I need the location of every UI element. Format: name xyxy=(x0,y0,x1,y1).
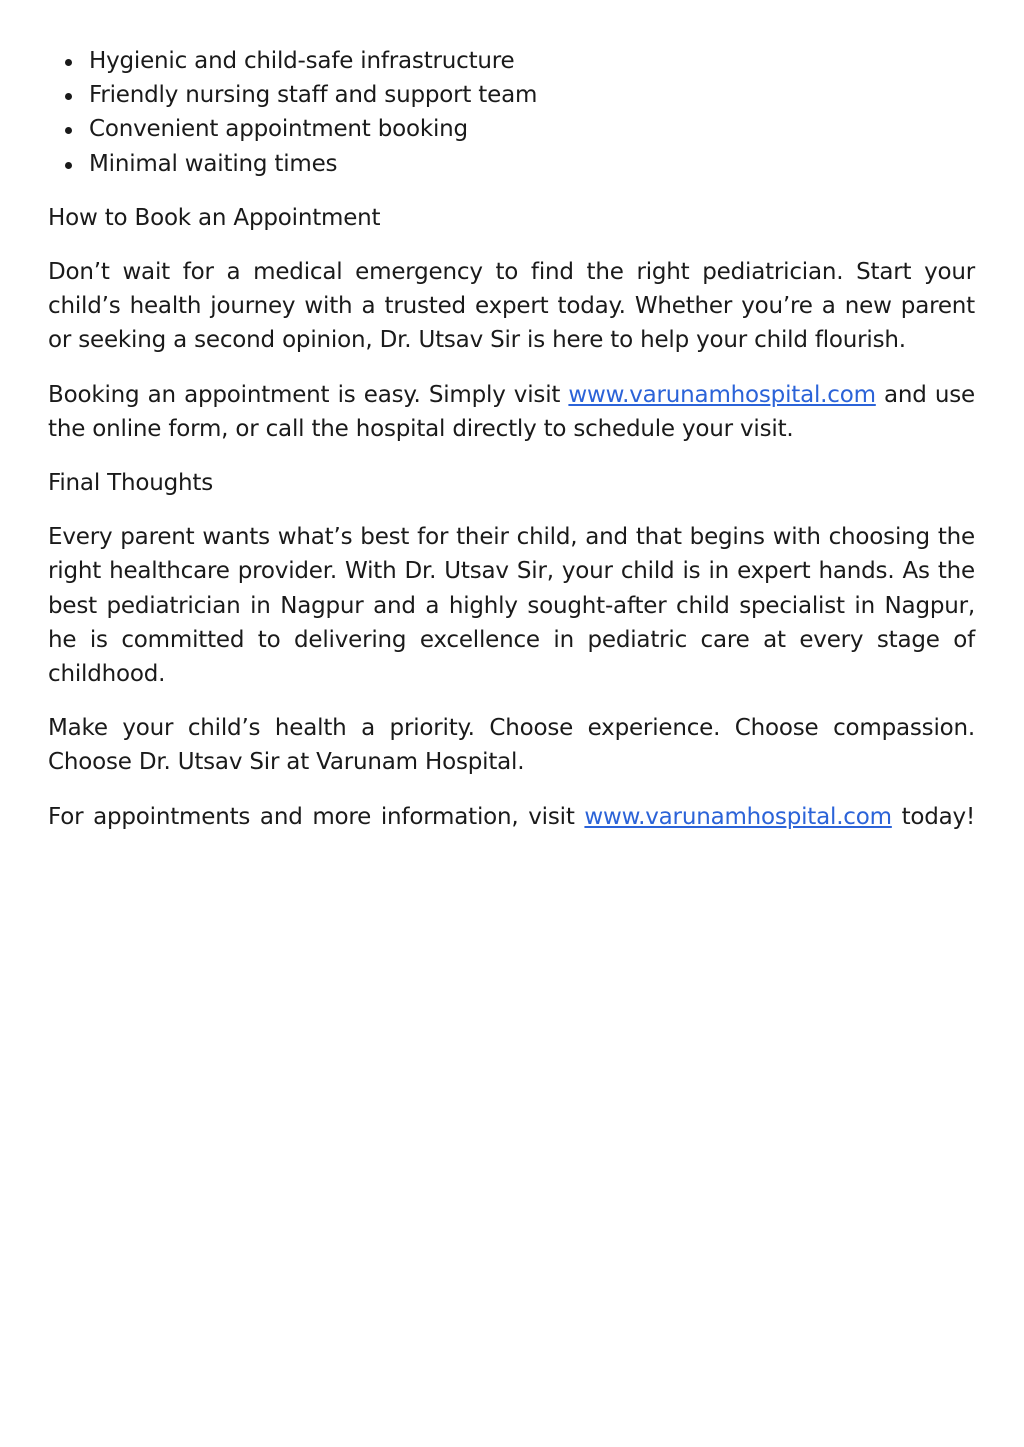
list-item xyxy=(48,78,975,112)
list-item xyxy=(48,147,975,181)
bullet-icon xyxy=(65,59,72,66)
bullet-icon xyxy=(65,162,72,169)
bullet-icon xyxy=(65,93,72,100)
how-to-book-paragraph: Don’t wait for a medical emergency to find the right pediatrician. Start your child’s health journey with a trusted expert today. Whether you’re a new parent or seeking a second opinion, Dr. Utsav Sir is here to help your child flourish. xyxy=(48,258,975,354)
visit-text-before: For appointments and more information, visit xyxy=(48,803,585,830)
list-item xyxy=(48,112,975,146)
hospital-website-link[interactable]: www.varunamhospital.com xyxy=(568,381,876,408)
list-item-text: Convenient appointment booking xyxy=(89,116,468,143)
document-page xyxy=(48,44,975,834)
features-list xyxy=(48,44,975,181)
visit-text-after: today! xyxy=(891,803,975,830)
booking-text-after: and use the online form, or call the hospital directly to schedule your visit. xyxy=(48,381,975,442)
booking-text-before: Booking an appointment is easy. Simply visit xyxy=(48,381,569,408)
bullet-icon xyxy=(65,127,72,134)
list-item-text: Minimal waiting times xyxy=(89,150,338,177)
booking-paragraph xyxy=(48,378,975,446)
visit-paragraph xyxy=(48,800,975,834)
list-item-text: Hygienic and child-safe infrastructure xyxy=(89,48,515,74)
final-thoughts-heading: Final Thoughts xyxy=(48,469,213,496)
priority-paragraph: Make your child’s health a priority. Choose experience. Choose compassion. Choose Dr. Utsav Sir at Varunam Hospital. xyxy=(48,715,975,776)
how-to-book-heading: How to Book an Appointment xyxy=(48,204,381,231)
list-item xyxy=(48,44,975,78)
list-item-text: Friendly nursing staff and support team xyxy=(89,82,538,109)
hospital-website-link-footer[interactable]: www.varunamhospital.com xyxy=(584,803,892,830)
final-thoughts-paragraph: Every parent wants what’s best for their child, and that begins with choosing the right healthcare provider. With Dr. Utsav Sir, your child is in expert hands. As the best pediatrician in Nagpur and a highly sought-after child specialist in Nagpur, he is committed to delivering excellence in pediatric care at every stage of childhood. xyxy=(48,524,975,687)
